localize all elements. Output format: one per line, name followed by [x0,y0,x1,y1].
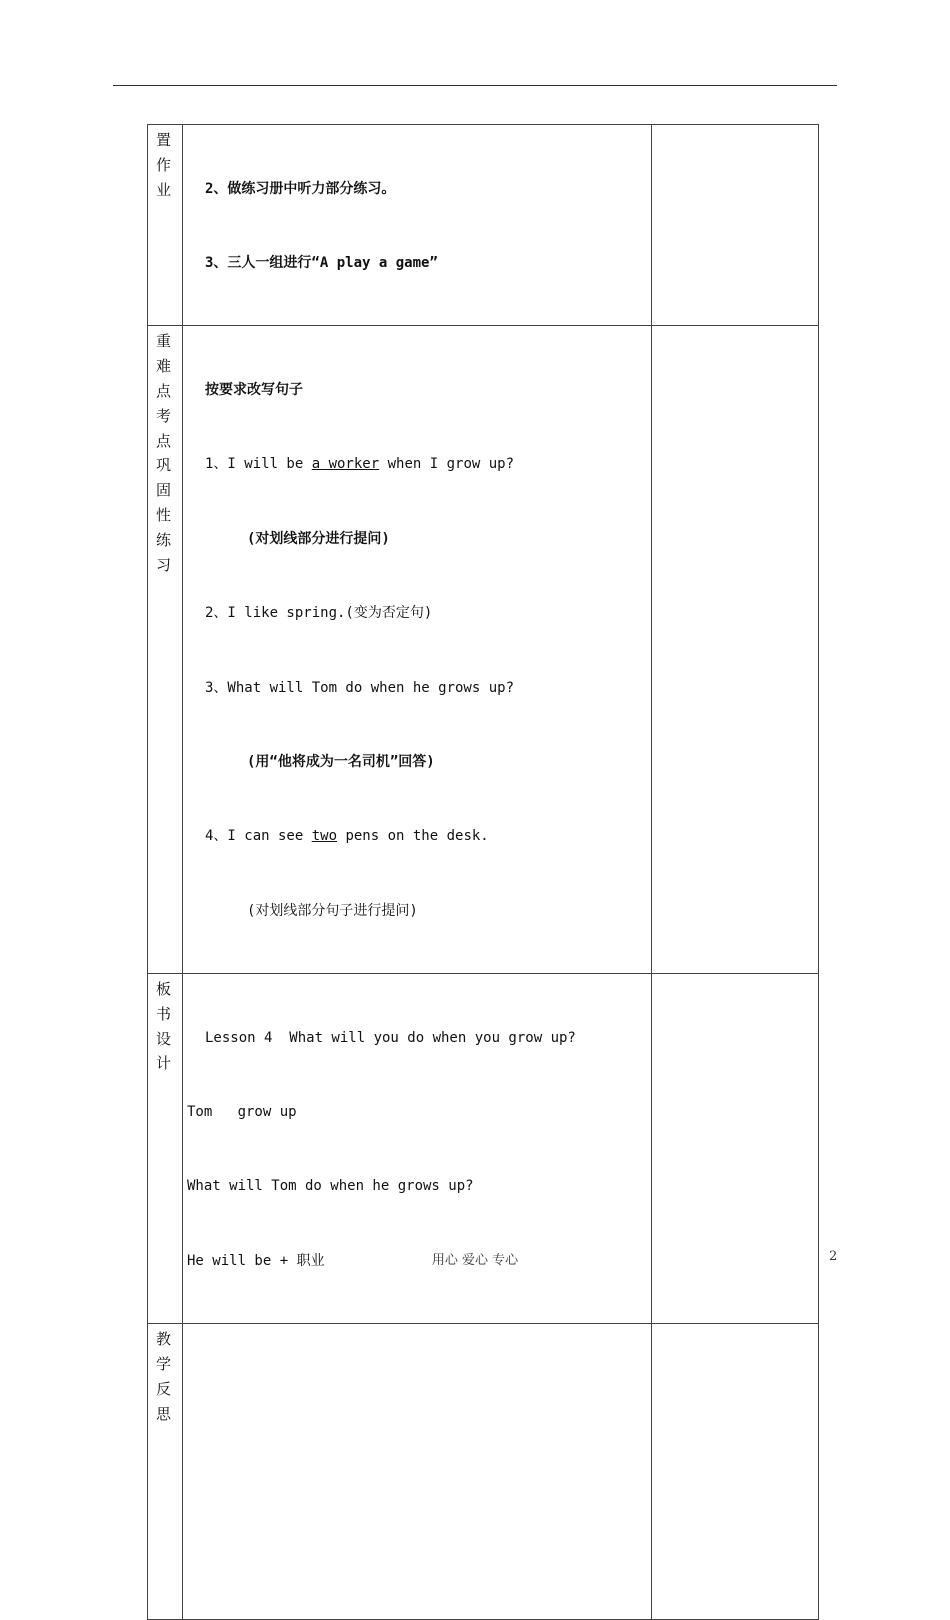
label-char: 设 [156,1029,172,1048]
label-char: 计 [156,1054,172,1073]
label-char: 板 [156,980,172,999]
row-content-practice [183,326,652,974]
lesson-plan-table [147,124,819,1620]
page-footer: 用心 爱心 专心 [431,1253,519,1268]
row-side-practice [652,326,819,974]
row-content-homework [183,125,652,326]
label-char: 业 [156,180,172,199]
practice-heading: 按要求改写句子 [205,381,303,398]
board-line-4: He will be + 职业 [187,1252,325,1269]
label-char: 反 [156,1379,172,1398]
table-row-reflection [148,1324,819,1620]
label-char: 点 [156,431,172,450]
table-row-practice [148,326,819,974]
label-char: 重 [156,332,172,351]
homework-line-2: 2、做练习册中听力部分练习。 [205,180,396,197]
label-char: 性 [156,505,172,524]
label-char: 固 [156,481,172,500]
practice-question-4: 4、I can see two pens on the desk. [205,828,489,845]
practice-question-3: 3、What will Tom do when he grows up? [205,679,515,696]
board-line-2: Tom grow up [187,1104,297,1121]
practice-note-1: (对划线部分进行提问) [247,530,390,547]
row-content-board [183,974,652,1324]
label-char: 巩 [156,456,172,475]
label-char: 考 [156,406,172,425]
row-label-board [148,974,183,1324]
underlined-phrase: a worker [311,456,380,473]
row-label-homework [148,125,183,326]
underlined-phrase: two [311,828,338,845]
header-rule [113,85,837,86]
label-char: 思 [156,1404,172,1423]
practice-question-1: 1、I will be a worker when I grow up? [205,456,515,473]
label-char: 学 [156,1355,172,1374]
row-label-reflection [148,1324,183,1620]
row-content-reflection [183,1324,652,1620]
label-char: 教 [156,1330,172,1349]
row-side-reflection [652,1324,819,1620]
board-line-3: What will Tom do when he grows up? [187,1178,474,1195]
homework-line-3: 3、三人一组进行“A play a game” [205,254,438,271]
page-number: 2 [829,1249,838,1264]
label-char: 难 [156,357,172,376]
label-char: 作 [156,155,172,174]
practice-note-3: (用“他将成为一名司机”回答) [247,753,435,770]
label-char: 习 [156,555,172,574]
board-line-title: Lesson 4 What will you do when you grow up? [205,1029,576,1046]
label-char: 点 [156,381,172,400]
label-char: 书 [156,1004,172,1023]
row-side-board [652,974,819,1324]
row-side-homework [652,125,819,326]
row-label-practice [148,326,183,974]
practice-note-4: (对划线部分句子进行提问) [247,902,418,919]
table-row-homework [148,125,819,326]
table-row-board [148,974,819,1324]
practice-question-2: 2、I like spring.(变为否定句) [205,605,433,622]
label-char: 练 [156,530,172,549]
label-char: 置 [156,131,172,149]
